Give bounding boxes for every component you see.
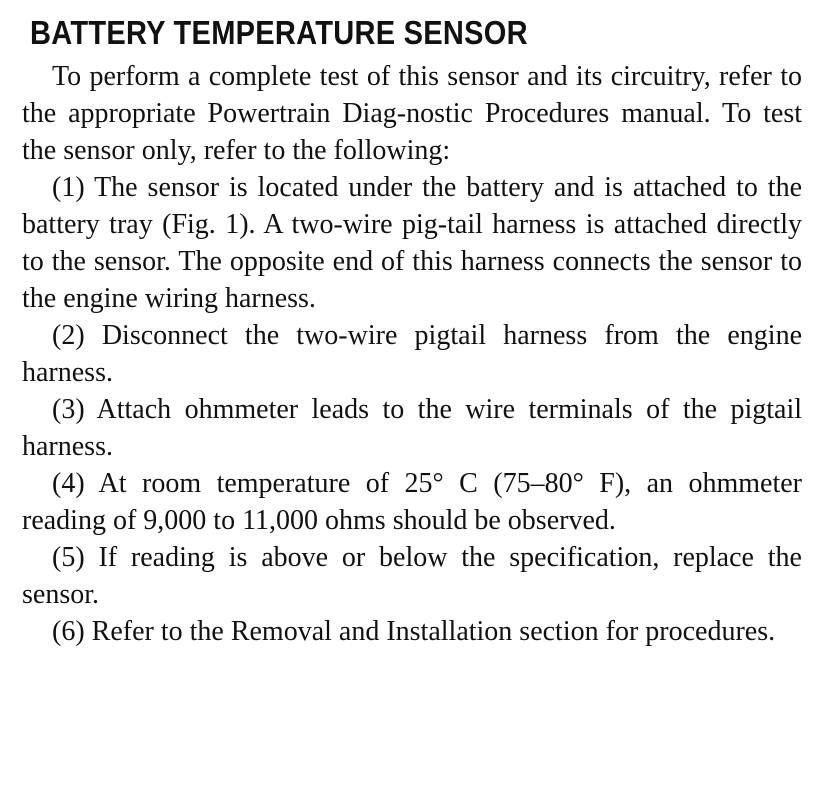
- document-page: [22, 8, 802, 650]
- step-3-paragraph: (3) Attach ohmmeter leads to the wire terminals of the pigtail harness.: [22, 394, 802, 462]
- step-2-paragraph: (2) Disconnect the two-wire pigtail harness from the engine harness.: [22, 320, 802, 388]
- section-body: [22, 58, 802, 650]
- intro-paragraph: To perform a complete test of this sensor and its circuitry, refer to the appropriate Powertrain Diag-nostic Procedures manual. To test the sensor only, refer to the following:: [22, 61, 802, 166]
- step-4-paragraph: (4) At room temperature of 25° C (75–80° F), an ohmmeter reading of 9,000 to 11,000 ohms should be observed.: [22, 468, 802, 536]
- step-6-paragraph: (6) Refer to the Removal and Installation section for procedures.: [52, 616, 776, 647]
- step-1-paragraph: (1) The sensor is located under the battery and is attached to the battery tray (Fig. 1). A two-wire pig-tail harness is attached directly to the sensor. The opposite end of this harness connects the sensor to the engine wiring harness.: [22, 172, 802, 314]
- section-heading: BATTERY TEMPERATURE SENSOR: [30, 14, 528, 51]
- step-5-paragraph: (5) If reading is above or below the specification, replace the sensor.: [22, 542, 802, 610]
